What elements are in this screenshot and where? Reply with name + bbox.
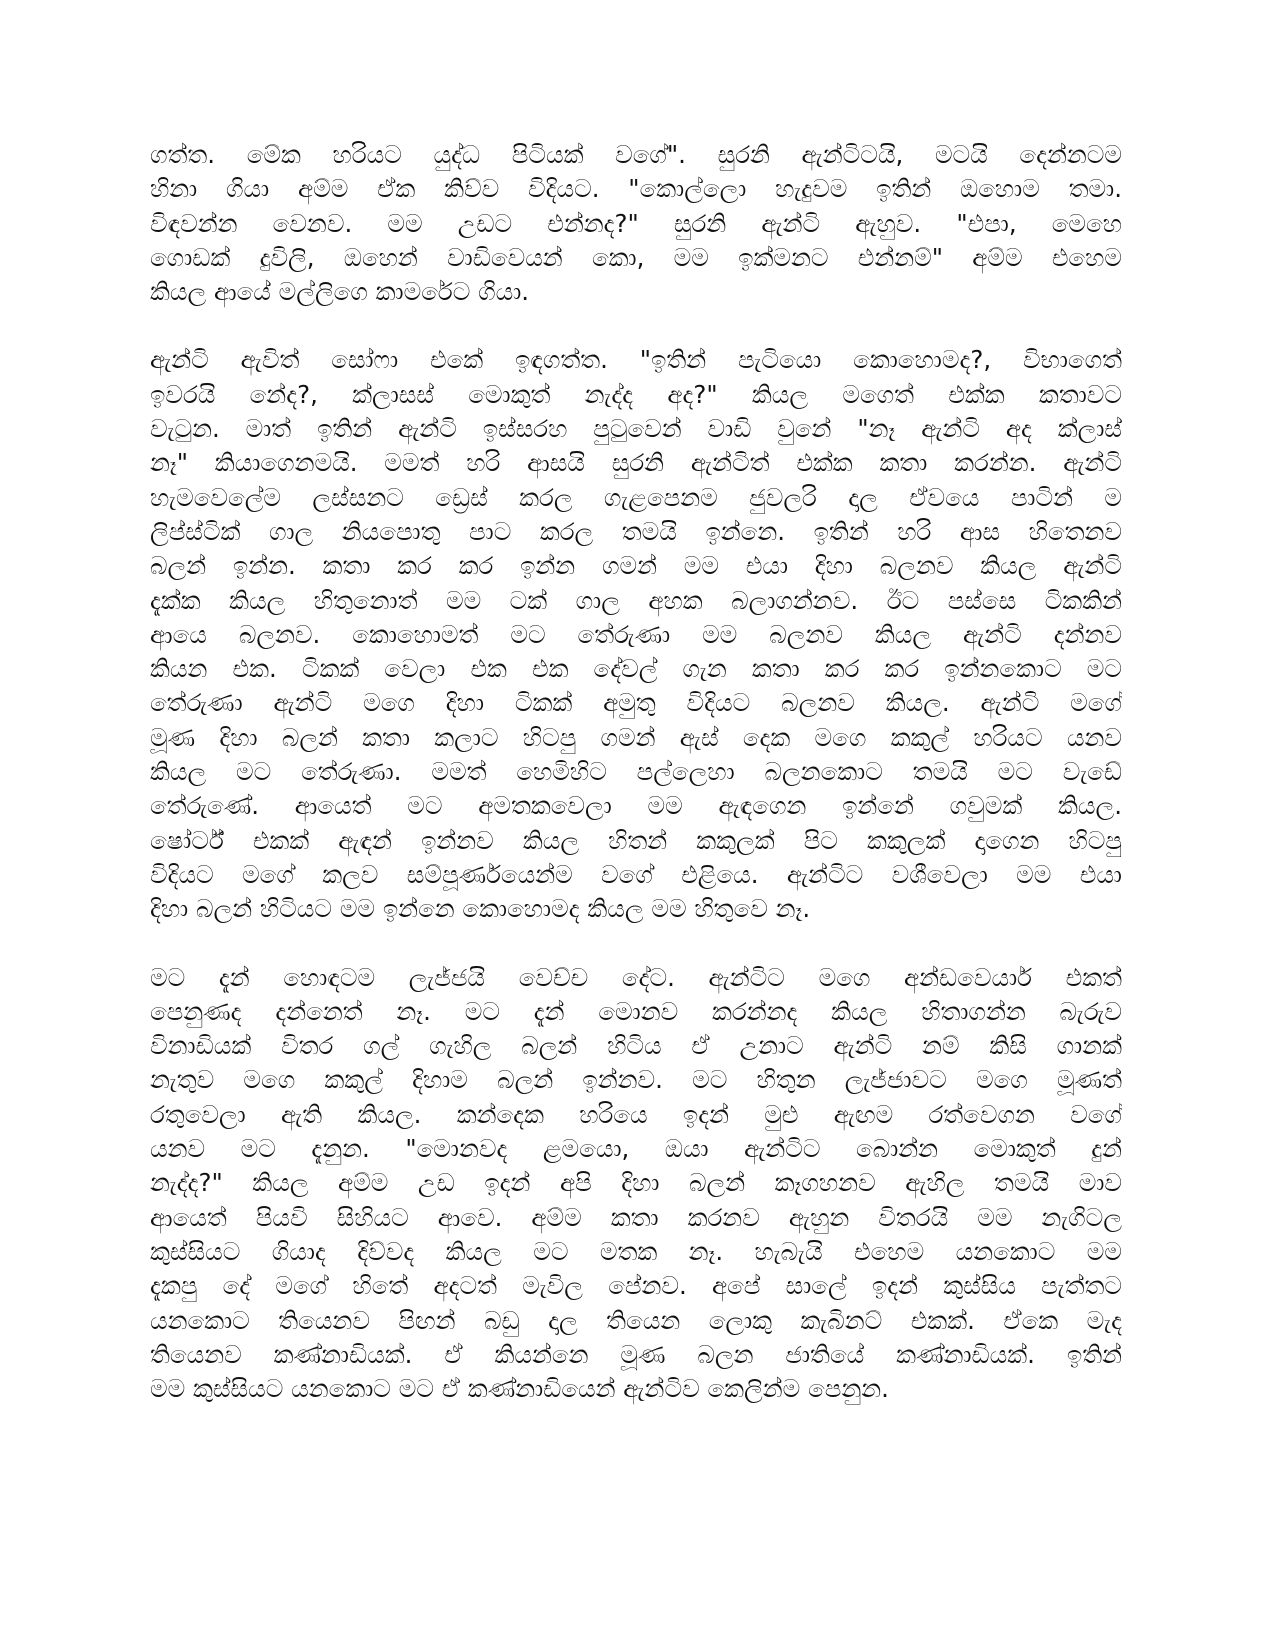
text-line: රතුවෙලා ඇති කියල. කන්දෙක හරියෙ ඉදන් මුළු ඇඟම රත්වෙගන වගේ [150,1099,1122,1129]
text-line: යනව මට දැනුන. "මොනවද ළමයො, ඔයා ඇන්ටිට බොන්න මොකුත් දුන් [150,1134,1122,1164]
text-line: ආයෙත් පියවි සිහියට ආවෙ. අම්ම කතා කරනව ඇහුන විතරයි මම නැගිටල [150,1202,1122,1232]
text-line: ඉවරයි නේද?, ක්ලාසස් මොකුත් නැද්ද අද?" කියල මගෙත් එක්ක කතාවට [150,379,1122,409]
text-line: විදියට මගේ කලව සම්පූර්ණයෙන්ම වගේ එළියෙ. ඇන්ටිට වශීවෙලා මම එයා [150,859,1122,889]
text-line: බලන් ඉන්න. කතා කර කර ඉන්න ගමන් මම එයා දිහා බලනව කියල ඇන්ටි [150,551,1122,581]
text-line: ෂෝර්ට් එකක් ඇඳන් ඉන්නව කියල හිතන් කකුලක් පිට කකුලක් දාගෙන හිටපු [150,825,1122,855]
text-line: කුස්සියට ගියාද දිව්වද කියල මට මතක නෑ. හැබැයි එහෙම යනකොට මම [150,1236,1122,1266]
text-line: ලිප්ස්ටික් ගාල නියපොතු පාට කරල තමයි ඉන්නෙ. ඉතින් හරි ආස හිතෙනව [150,516,1122,546]
paragraph-1 [150,138,1122,309]
text-line: හැමවෙලේම ලස්සනට ඩ්‍රෙස් කරල ගැළපෙනම ජුවලරි දාල ඒවයෙ පාටින් ම [150,482,1122,512]
text-line: නැද්ද?" කියල අම්ම උඩ ඉදන් අපි දිහා බලන් කෑගහනව ඇහිල තමයි මාව [150,1168,1122,1198]
text-line: දැකපු දේ මගේ හිතේ අදටත් මැවිල පේනව. අපේ සාලේ ඉදන් කුස්සිය පැත්තට [150,1271,1122,1301]
text-line: ඇන්ටි ඇවිත් සෝෆා එකේ ඉඳගත්ත. "ඉතින් පැටියො කොහොමද?, විභාගෙත් [150,345,1122,375]
text-line: හිනා ගියා අම්ම ඒක කිව්ව විදියට. "කොල්ලො හැදුවම ඉතින් ඔහොම තමා. [150,174,1122,204]
text-line: කියල ආයේ මල්ලිගෙ කාමරේට ගියා. [150,277,530,307]
text-line: මට දැන් හොඳටම ලැජ්ජයි වෙච්ච දේට. ඇන්ටිට මගෙ අන්ඩවෙයාර් එකත් [150,962,1122,992]
text-line: දිහා බලන් හිටියට මම ඉන්නෙ කොහොමද කියල මම හිතුවෙ නෑ. [150,894,811,924]
text-line: කියන එක. ටිකක් වෙලා එක එක දේවල් ගැන කතා කර කර ඉන්නකොට මට [150,654,1122,684]
paragraph-3 [150,961,1122,1407]
text-line: තේරුණේ. ආයෙත් මට අමතකවෙලා මම ඇඳගෙන ඉන්නේ ගවුමක් කියල. [150,791,1122,821]
text-line: ගොඩක් දුවිලි, ඔහෙන් වාඩිවෙයන් කො, මම ඉක්මනට එන්නම්" අම්ම එහෙම [150,242,1122,272]
document-page [150,138,1122,1440]
text-line: නැතුව මගෙ කකුල් දිහාම බලන් ඉන්නව. මට හිතුන ලැජ්ජාවට මගෙ මූණත් [150,1065,1122,1095]
text-line: තියෙනව කණ්නාඩියක්. ඒ කියන්නෙ මූණ බලන ජාතියේ කණ්නාඩියක්. ඉතින් [150,1339,1122,1369]
text-line: වැටුන. මාත් ඉතින් ඇන්ටි ඉස්සරහ පුටුවෙන් වාඩි වුනේ "නෑ ඇන්ටි අද ක්ලාස් [150,414,1122,444]
text-line: මම කුස්සියට යනකොට මට ඒ කණ්නාඩියෙන් ඇන්ටිව කෙලින්ම පෙනුන. [150,1374,889,1404]
text-line: විඳවන්න වෙනව. මම උඩට එන්නද?" සුරනි ඇන්ටි ඇහුව. "එපා, මෙහෙ [150,208,1122,238]
text-line: කියල මට තේරුණා. මමත් හෙමිහිට පල්ලෙහා බලනකොට තමයි මට වැඩේ [150,757,1122,787]
text-line: පෙනුණද දන්නෙත් නෑ. මට දැන් මොනව කරන්නද කියල හිතාගන්න බැරුව [150,996,1122,1026]
text-line: නෑ" කියාගෙනමයි. මමත් හරි ආසයි සුරනි ඇන්ටිත් එක්ක කතා කරන්න. ඇන්ටි [150,448,1122,478]
text-line: තේරුණා ඇන්ටි මගෙ දිහා ටිකක් අමුතු විදියට බලනව කියල. ඇන්ටි මගේ [150,688,1122,718]
text-line: මූණ දිහා බලන් කතා කලාට හිටපු ගමන් ඇස් දෙක මගෙ කකුල් හරියට යනව [150,722,1122,752]
text-line: ආයෙ බලනව. කොහොමත් මට තේරුණා මම බලනව කියල ඇන්ටි දන්නව [150,619,1122,649]
paragraph-2 [150,343,1122,926]
text-line: ගත්ත. මේක හරියට යුද්ධ පිටියක් වගේ". සුරනි ඇන්ටිටයි, මටයි දෙන්නටම [150,140,1122,169]
text-line: විනාඩියක් විතර ගල් ගැහිල බලන් හිටිය ඒ උනාට ඇන්ටි නම් කිසි ගානක් [150,1031,1122,1061]
text-line: යනකොට තියෙනව පිඟන් බඩු දාල තියෙන ලොකු කැබිනට් එකක්. ඒකෙ මැද [150,1305,1122,1335]
text-line: දැක්ක කියල හිතුනොත් මම ටක් ගාල අහක බලාගන්නව. ඊට පස්සෙ ටිකකින් [150,585,1122,615]
